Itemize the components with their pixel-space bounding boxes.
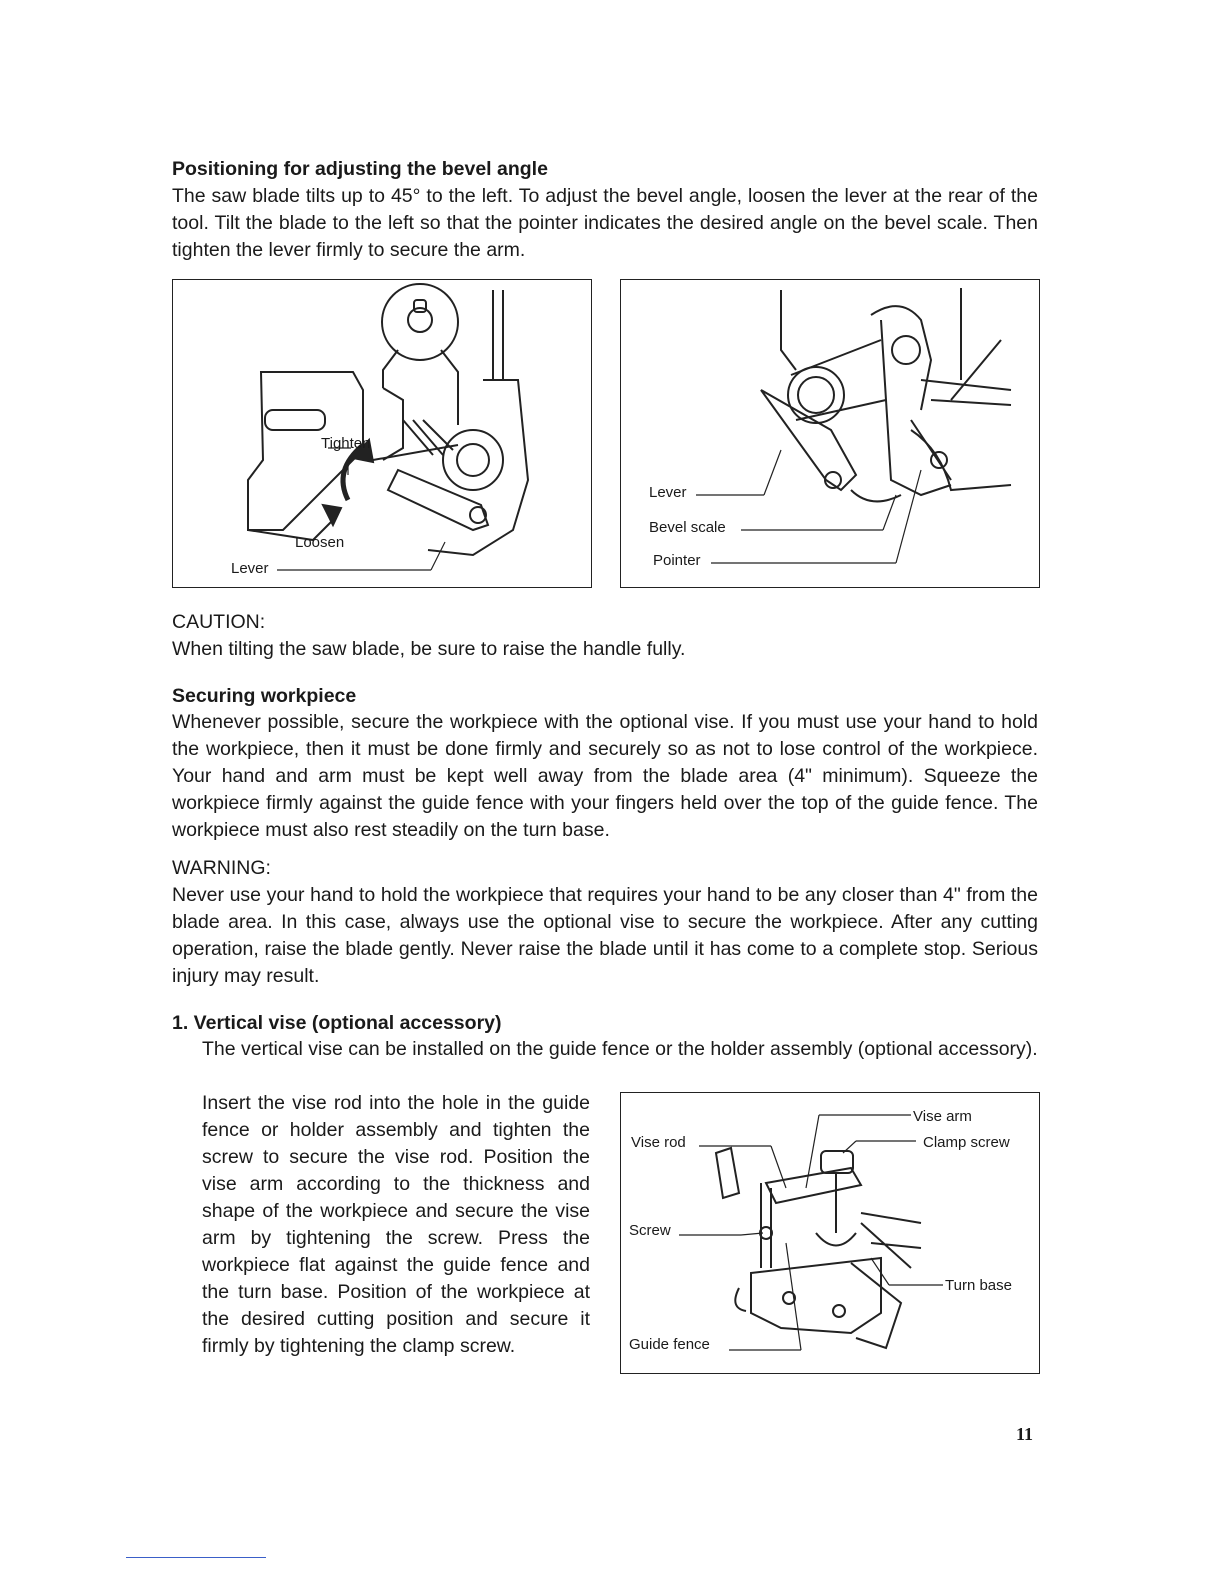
vise-rod-label: Vise rod [631, 1134, 686, 1151]
lever-figure [172, 279, 592, 588]
vise-body: Insert the vise rod into the hole in the guide fence or holder assembly and tighten the screw to secure the vise rod. Position the vise arm according to the thickness and shape of the workpiece and secure the vise arm by tightening the screw. Press the workpiece flat against the guide fence and the turn base. Position of the workpiece at the desired cutting position and secure it firmly by tightening the clamp screw. [202, 1092, 590, 1357]
securing-heading: Securing workpiece [172, 685, 357, 707]
page-number: 11 [1016, 1424, 1034, 1444]
bevel-scale-label: Bevel scale [649, 519, 726, 536]
footer-rule [126, 1557, 266, 1558]
lever-illustration [173, 280, 591, 587]
caution-body: When tilting the saw blade, be sure to raise the handle fully. [172, 638, 686, 660]
loosen-label: Loosen [295, 534, 345, 551]
turn-base-label: Turn base [945, 1277, 1012, 1294]
pointer-label: Pointer [653, 552, 701, 569]
caution-label: CAUTION: [172, 611, 266, 633]
vertical-vise-figure [620, 1092, 1040, 1374]
lever-label: Lever [231, 560, 269, 577]
vise-heading: 1. Vertical vise (optional accessory) [172, 1012, 502, 1034]
bevel-body: The saw blade tilts up to 45° to the left. To adjust the bevel angle, loosen the lever at the rear of the tool. Tilt the blade to the left so that the pointer indicates the desired angle on the bevel scale. Then tighten the lever firmly to secure the arm. [172, 185, 1038, 261]
securing-body: Whenever possible, secure the workpiece with the optional vise. If you must use your hand to hold the workpiece, then it must be done firmly and securely so as not to lose control of the workpiece. Your hand and arm must be kept well away from the blade area (4" minimum). Squeeze the workpiece firmly against the guide fence with your fingers held over the top of the guide fence. The workpiece must also rest steadily on the turn base. [172, 711, 1038, 841]
warning-label: WARNING: [172, 857, 271, 879]
guide-fence-label: Guide fence [629, 1336, 710, 1353]
vise-intro: The vertical vise can be installed on the guide fence or the holder assembly (optional accessory). [202, 1038, 1038, 1060]
clamp-screw-label: Clamp screw [923, 1134, 1010, 1151]
vise-arm-label: Vise arm [913, 1108, 972, 1125]
bevel-scale-illustration [621, 280, 1039, 587]
lever-label: Lever [649, 484, 687, 501]
bevel-heading: Positioning for adjusting the bevel angle [172, 158, 548, 180]
bevel-scale-figure [620, 279, 1040, 588]
tighten-label: Tighten [321, 435, 371, 452]
screw-label: Screw [629, 1222, 671, 1239]
warning-body: Never use your hand to hold the workpiece that requires your hand to be any closer than 4" from the blade area. In this case, always use the optional vise to secure the workpiece. After any cutting operation, raise the blade gently. Never raise the blade until it has come to a complete stop. Serious injury may result. [172, 884, 1038, 987]
